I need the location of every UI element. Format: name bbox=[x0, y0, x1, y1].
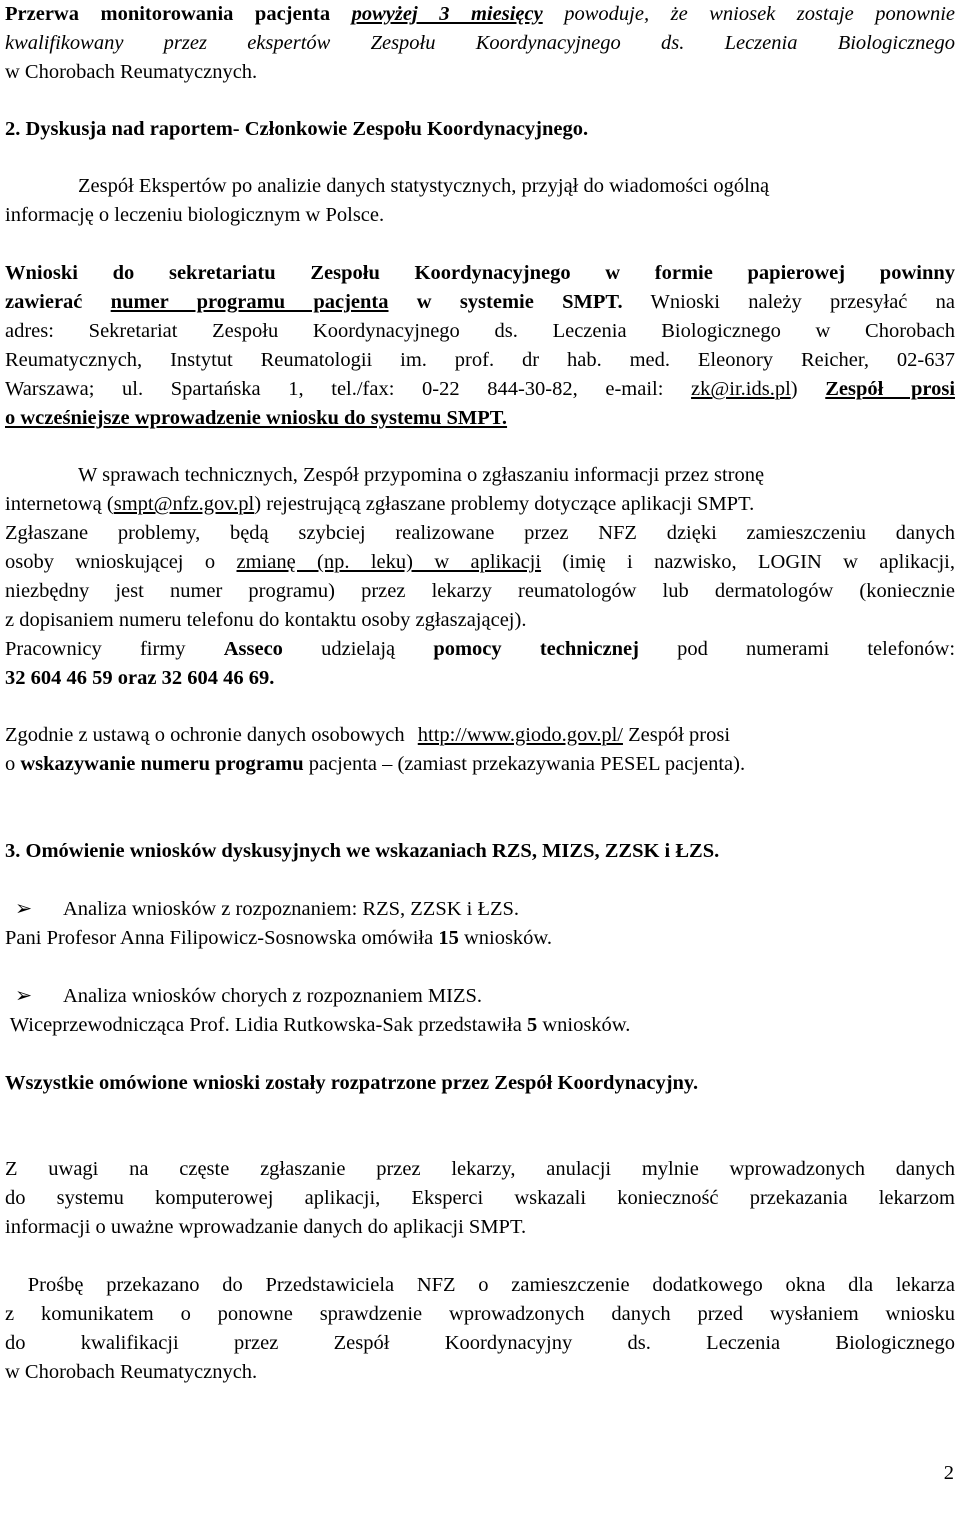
p6-line1: Z uwagi na częste zgłaszanie przez lekarzy, anulacji mylnie wprowadzonych danych bbox=[5, 1158, 955, 1180]
p3-program-number: numer programu pacjenta bbox=[110, 291, 389, 313]
p1-text-c: powoduje, że wniosek zostaje ponownie bbox=[564, 3, 956, 25]
p7-line2: z komunikatem o ponowne sprawdzenie wprowadzonych danych przed wysłaniem wniosku bbox=[5, 1303, 955, 1325]
p4-line7 bbox=[5, 637, 955, 661]
p4-line3: Zgłaszane problemy, będą szybciej realizowane przez NFZ dzięki zamieszczeniu danych bbox=[5, 522, 955, 544]
item-title: Analiza wniosków chorych z rozpoznaniem MIZS. bbox=[63, 985, 482, 1007]
p4-text-a: internetową ( bbox=[5, 493, 114, 515]
p3-line5 bbox=[5, 377, 955, 401]
p4-change-text: zmianę (np. leku) w aplikacji bbox=[236, 551, 542, 573]
p1-line1 bbox=[5, 2, 955, 26]
list-item bbox=[5, 984, 955, 1008]
p4-line4 bbox=[5, 550, 955, 574]
p1-emphasis: powyżej 3 miesięcy bbox=[351, 3, 543, 25]
p4-line1: W sprawach technicznych, Zespół przypomina o zgłaszaniu informacji przez stronę bbox=[78, 464, 765, 486]
p5-o: o bbox=[5, 753, 16, 775]
item-detail-text: Pani Profesor Anna Filipowicz-Sosnowska omówiła bbox=[5, 927, 434, 949]
arrow-bullet-icon: ➢ bbox=[15, 898, 33, 920]
page-number: 2 bbox=[943, 1462, 954, 1484]
list-item-detail bbox=[5, 1013, 955, 1037]
p7-line3: do kwalifikacji przez Zespół Koordynacyjny ds. Leczenia Biologicznego bbox=[5, 1332, 955, 1354]
p4-text-a2: osoby wnioskującej o bbox=[5, 551, 216, 573]
item-count: 5 bbox=[526, 1014, 538, 1036]
p3-text-c: w systemie SMPT. bbox=[416, 291, 623, 313]
p3-line1: Wnioski do sekretariatu Zespołu Koordynacyjnego w formie papierowej powinny bbox=[5, 262, 955, 284]
p4-tech-support: pomocy technicznej bbox=[433, 638, 639, 660]
item-detail-text: Wiceprzewodnicząca Prof. Lidia Rutkowska-Sak przedstawiła bbox=[5, 1014, 527, 1036]
p5-text-a: Zgodnie z ustawą o ochronie danych osobowych bbox=[5, 724, 405, 746]
p2-line1: Zespół Ekspertów po analizie danych statystycznych, przyjął do wiadomości ogólną bbox=[78, 175, 770, 197]
p4-employees: Pracownicy firmy bbox=[5, 638, 186, 660]
p5-line2 bbox=[5, 752, 955, 776]
section3-heading: 3. Omówienie wniosków dyskusyjnych we wskazaniach RZS, MIZS, ZZSK i ŁZS. bbox=[5, 840, 720, 862]
item-detail-end: wniosków. bbox=[463, 927, 553, 949]
p3-line2 bbox=[5, 290, 955, 314]
p3-text-a: zawierać bbox=[5, 291, 83, 313]
summary: Wszystkie omówione wnioski zostały rozpatrzone przez Zespół Koordynacyjny. bbox=[5, 1072, 699, 1094]
p4-line2 bbox=[5, 492, 955, 516]
p3-text-d: Wnioski należy przesyłać na bbox=[650, 291, 955, 313]
p5-text-c: Zespół prosi bbox=[628, 724, 731, 746]
p1-text-a: Przerwa monitorowania pacjenta bbox=[5, 3, 331, 25]
section2-heading: 2. Dyskusja nad raportem- Członkowie Zespołu Koordynacyjnego. bbox=[5, 118, 589, 140]
p3-address: Warszawa; ul. Spartańska 1, tel./fax: 0-22 844-30-82, e-mail: bbox=[5, 378, 664, 400]
p5-text-c2: pacjenta – (zamiast przekazywania PESEL pacjenta). bbox=[308, 753, 746, 775]
p4-company: Asseco bbox=[223, 638, 283, 660]
p4-line5: niezbędny jest numer programu) przez lekarzy reumatologów lub dermatologów (koniecznie bbox=[5, 580, 955, 602]
p7-line4: w Chorobach Reumatycznych. bbox=[5, 1361, 258, 1383]
p3-line3: adres: Sekretariat Zespołu Koordynacyjnego ds. Leczenia Biologicznego w Chorobach bbox=[5, 320, 955, 342]
p3-request: Zespół prosi bbox=[825, 378, 956, 400]
p3-line4: Reumatycznych, Instytut Reumatologii im. prof. dr hab. med. Eleonory Reicher, 02-637 bbox=[5, 349, 955, 371]
arrow-bullet-icon: ➢ bbox=[15, 985, 33, 1007]
p5-giodo-link[interactable]: http://www.giodo.gov.pl/ bbox=[417, 724, 623, 746]
item-count: 15 bbox=[438, 927, 459, 949]
list-item-detail bbox=[5, 926, 955, 950]
item-detail-end: wniosków. bbox=[542, 1014, 631, 1036]
p1-line2: kwalifikowany przez ekspertów Zespołu Koordynacyjnego ds. Leczenia Biologicznego bbox=[5, 32, 955, 54]
p4-line6: z dopisaniem numeru telefonu do kontaktu osoby zgłaszającej). bbox=[5, 609, 527, 631]
p1-line3: w Chorobach Reumatycznych. bbox=[5, 61, 258, 83]
p2-line2: informację o leczeniu biologicznym w Polsce. bbox=[5, 204, 385, 226]
p4-text-c2: (imię i nazwisko, LOGIN w aplikacji, bbox=[562, 551, 955, 573]
p4-provide: udzielają bbox=[321, 638, 396, 660]
item-title: Analiza wniosków z rozpoznaniem: RZS, ZZSK i ŁZS. bbox=[63, 898, 520, 920]
p5-program-number: wskazywanie numeru programu bbox=[20, 753, 304, 775]
p5-line1 bbox=[5, 723, 955, 747]
p4-phone-numbers: 32 604 46 59 oraz 32 604 46 69. bbox=[5, 667, 275, 689]
p6-line3: informacji o uważne wprowadzanie danych do aplikacji SMPT. bbox=[5, 1216, 527, 1238]
p7-line1: Prośbę przekazano do Przedstawiciela NFZ o zamieszczenie dodatkowego okna dla lekarza bbox=[5, 1274, 955, 1296]
p3-email-link[interactable]: zk@ir.ids.pl bbox=[691, 378, 791, 400]
p4-text-c: ) rejestrującą zgłaszane problemy dotyczące aplikacji SMPT. bbox=[254, 493, 755, 515]
list-item bbox=[5, 897, 955, 921]
p3-line6: o wcześniejsze wprowadzenie wniosku do systemu SMPT. bbox=[5, 407, 508, 429]
p4-email-link[interactable]: smpt@nfz.gov.pl bbox=[113, 493, 255, 515]
p4-phones-label: pod numerami telefonów: bbox=[677, 638, 956, 660]
p3-paren: ) bbox=[790, 378, 798, 400]
p6-line2: do systemu komputerowej aplikacji, Eksperci wskazali konieczność przekazania lekarzom bbox=[5, 1187, 955, 1209]
